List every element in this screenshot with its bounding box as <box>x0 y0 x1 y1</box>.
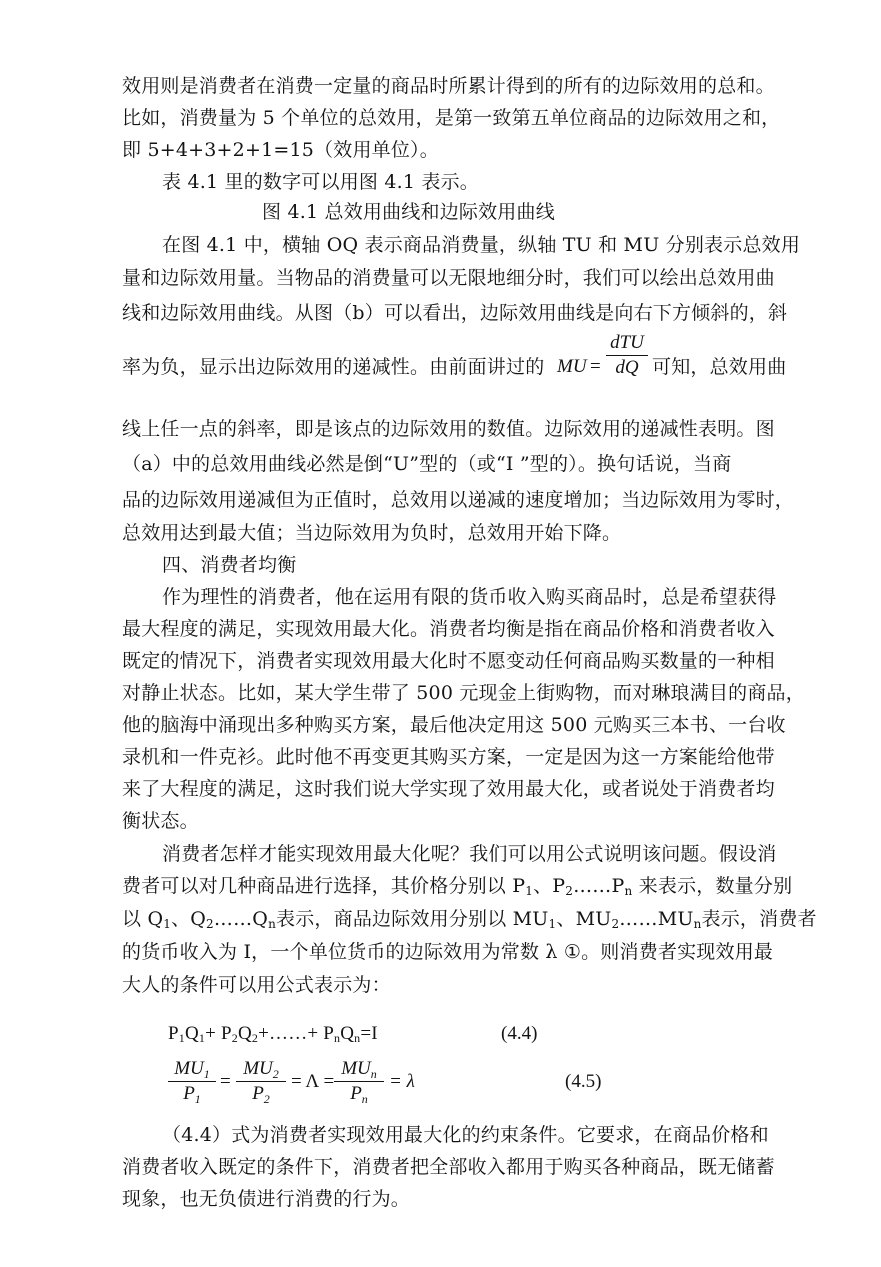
text-line: 比如，消费量为 5 个单位的总效用，是第一致第五单位商品的边际效用之和， <box>122 107 781 129</box>
text-line: 消费者怎样才能实现效用最大化呢？我们可以用公式说明该问题。假设消 <box>162 843 777 865</box>
text-line: 消费者收入既定的条件下，消费者把全部收入都用于购买各种商品，既无储蓄 <box>122 1156 775 1178</box>
text-line: 以 $Q_1$、$Q_2\dots\dots Q_n$表示，商品边际效用分别以 $MU_1$、$MU_2\dots\dots MU_n$表示，消费者 <box>122 908 817 931</box>
fraction-mun-pn: $MU_n$ $P_n$ <box>334 1058 384 1105</box>
text-line: 效用则是消费者在消费一定量的商品时所累计得到的所有的边际效用的总和。 <box>122 75 775 97</box>
text-line: 衡状态。 <box>122 810 199 832</box>
fraction-mu2-p2: $MU_2$ $P_2$ <box>236 1058 286 1105</box>
figure-caption: 图 4.1 总效用曲线和边际效用曲线 <box>262 201 555 223</box>
text-line: 来了大程度的满足，这时我们说大学实现了效用最大化，或者说处于消费者均 <box>122 778 775 800</box>
math-equals-lambda: = Λ = <box>291 1071 335 1092</box>
fraction-bar <box>606 355 648 356</box>
text-line: 对静止状态。比如，某大学生带了 500 元现金上街购物，而对琳琅满目的商品， <box>122 682 805 704</box>
text-line: 他的脑海中涌现出多种购买方案，最后他决定用这 500 元购买三本书、一台收 <box>122 714 786 736</box>
equation-number: (4.5) <box>565 1071 602 1092</box>
text-line: 线和边际效用曲线。从图（b）可以看出，边际效用曲线是向右下方倾斜的，斜 <box>122 302 788 324</box>
derivative-fraction <box>606 332 648 379</box>
math-equals: = <box>590 356 601 377</box>
text-line: （a）中的总效用曲线必然是倒“U”型的（或“I ”型的）。换句话说，当商 <box>122 453 732 475</box>
text-line: 作为理性的消费者，他在运用有限的货币收入购买商品时，总是希望获得 <box>162 586 777 608</box>
fraction-mu1-p1: $MU_1$ $P_1$ <box>168 1058 216 1105</box>
math-equals-lambda-end: = λ <box>389 1071 415 1092</box>
fraction-denominator: dQ <box>615 357 639 378</box>
equation-number: (4.4) <box>501 1023 538 1044</box>
text-line: 可知，总效用曲 <box>652 356 787 378</box>
text-line: 即 5+4+3+2+1=15（效用单位）。 <box>122 139 439 161</box>
text-line: 录机和一件克衫。此时他不再变更其购买方案，一定是因为这一方案能给他带 <box>122 746 775 768</box>
text-line: 最大程度的满足，实现效用最大化。消费者均衡是指在商品价格和消费者收入 <box>122 618 775 640</box>
text-line: 总效用达到最大值；当边际效用为负时，总效用开始下降。 <box>122 522 622 544</box>
text-line: 率为负，显示出边际效用的递减性。由前面讲过的 <box>122 356 545 378</box>
text-line: 的货币收入为 I，一个单位货币的边际效用为常数 λ ①。则消费者实现效用最 <box>122 941 774 963</box>
text-line: 现象，也无负债进行消费的行为。 <box>122 1188 411 1210</box>
math-mu: MU <box>557 356 587 377</box>
text-line: 大人的条件可以用公式表示为： <box>122 974 391 996</box>
text-line: 量和边际效用量。当物品的消费量可以无限地细分时，我们可以绘出总效用曲 <box>122 267 775 289</box>
text-line: 品的边际效用递减但为正值时，总效用以递减的速度增加；当边际效用为零时， <box>122 489 795 511</box>
section-heading: 四、消费者均衡 <box>162 554 297 576</box>
text-line: 在图 4.1 中，横轴 OQ 表示商品消费量，纵轴 TU 和 MU 分别表示总效用 <box>162 234 801 256</box>
fraction-numerator: dTU <box>610 332 644 353</box>
text-line: （4.4）式为消费者实现效用最大化的约束条件。它要求，在商品价格和 <box>162 1124 769 1146</box>
text-line: 费者可以对几种商品进行选择，其价格分别以 $P_1$、$P_2\dots\dots P_n$ 来表示，数量分别 <box>122 875 793 898</box>
equation-4-4: $P_1Q_1+$ $P_2Q_2+\dots\dots+ P_nQ_n=I$ <box>168 1023 378 1045</box>
text-line: 表 4.1 里的数字可以用图 4.1 表示。 <box>162 171 479 193</box>
text-line: 既定的情况下，消费者实现效用最大化时不愿变动任何商品购买数量的一种相 <box>122 650 775 672</box>
text-line: 线上任一点的斜率，即是该点的边际效用的数值。边际效用的递减性表明。图 <box>122 418 775 440</box>
math-equals: = <box>220 1071 231 1092</box>
